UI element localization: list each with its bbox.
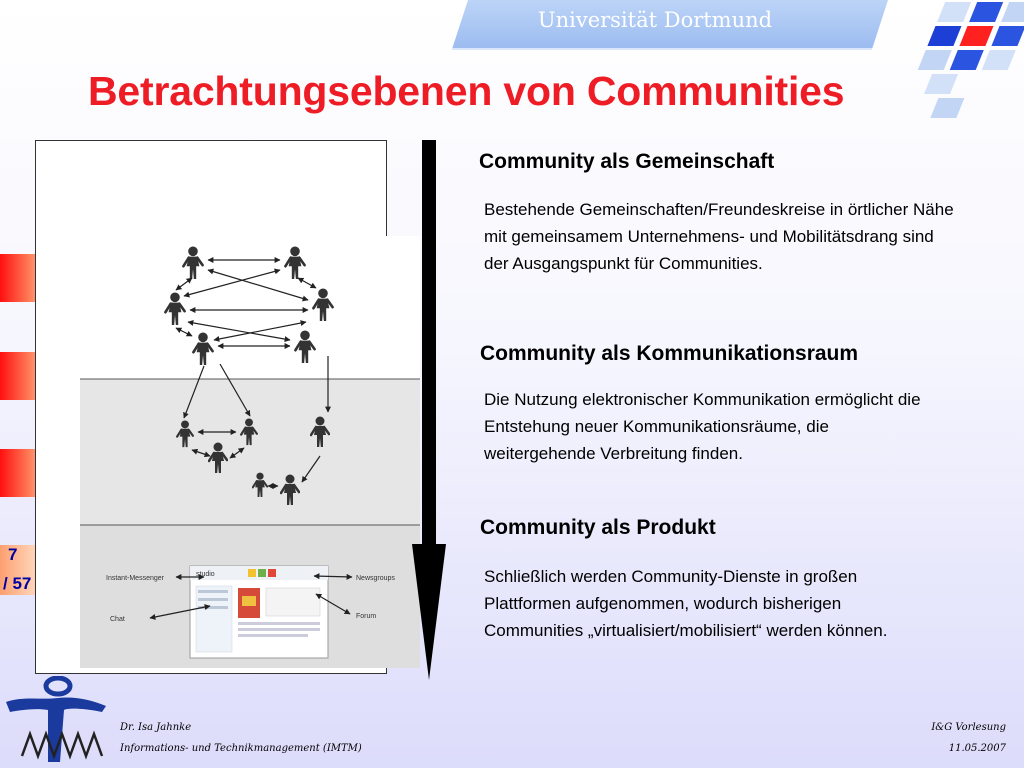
label-forum: Forum	[356, 613, 377, 620]
footer-department: Informations- und Technikmanagement (IMTM)	[120, 743, 362, 754]
body-community-produkt: Schließlich werden Community-Dienste in großen Plattformen aufgenommen, wodurch bisherigen Communities „virtualisiert/mobilisiert“ werden können.	[484, 567, 888, 640]
label-newsgroups: Newsgroups	[356, 575, 395, 582]
page-total: / 57	[3, 574, 32, 593]
heading-community-gemeinschaft: Community als Gemeinschaft	[479, 150, 775, 173]
university-logo-icon	[906, 0, 1024, 124]
label-instant-messenger: Instant-Messenger	[106, 575, 164, 582]
university-name: Universität Dortmund	[537, 8, 773, 32]
footer-date: 11.05.2007	[948, 743, 1006, 754]
label-chat: Chat	[110, 616, 125, 623]
heading-community-kommunikationsraum: Community als Kommunikationsraum	[480, 342, 859, 365]
body-community-gemeinschaft: Bestehende Gemeinschaften/Freundeskreise in örtlicher Nähe mit gemeinsamem Unternehmens- und Mobilitätsdrang sind der Ausgangspunkt für Communities.	[484, 200, 954, 273]
heading-community-produkt: Community als Produkt	[480, 516, 716, 539]
downward-arrow-icon	[408, 140, 450, 680]
layer-community-band	[80, 236, 420, 379]
body-community-kommunikationsraum: Die Nutzung elektronischer Kommunikation ermöglicht die Entstehung neuer Kommunikationsräume, die weitergehende Verbreitung finden.	[484, 390, 921, 463]
layer-communication-band	[80, 379, 420, 525]
page-current: 7	[8, 545, 18, 564]
footer-author: Dr. Isa Jahnke	[120, 722, 192, 733]
page-title: Betrachtungsebenen von Communities	[88, 68, 845, 114]
platform-brand: studio	[196, 571, 215, 578]
imtm-logo-icon	[2, 676, 110, 766]
footer-course: I&G Vorlesung	[931, 722, 1006, 733]
community-diagram	[80, 236, 420, 668]
